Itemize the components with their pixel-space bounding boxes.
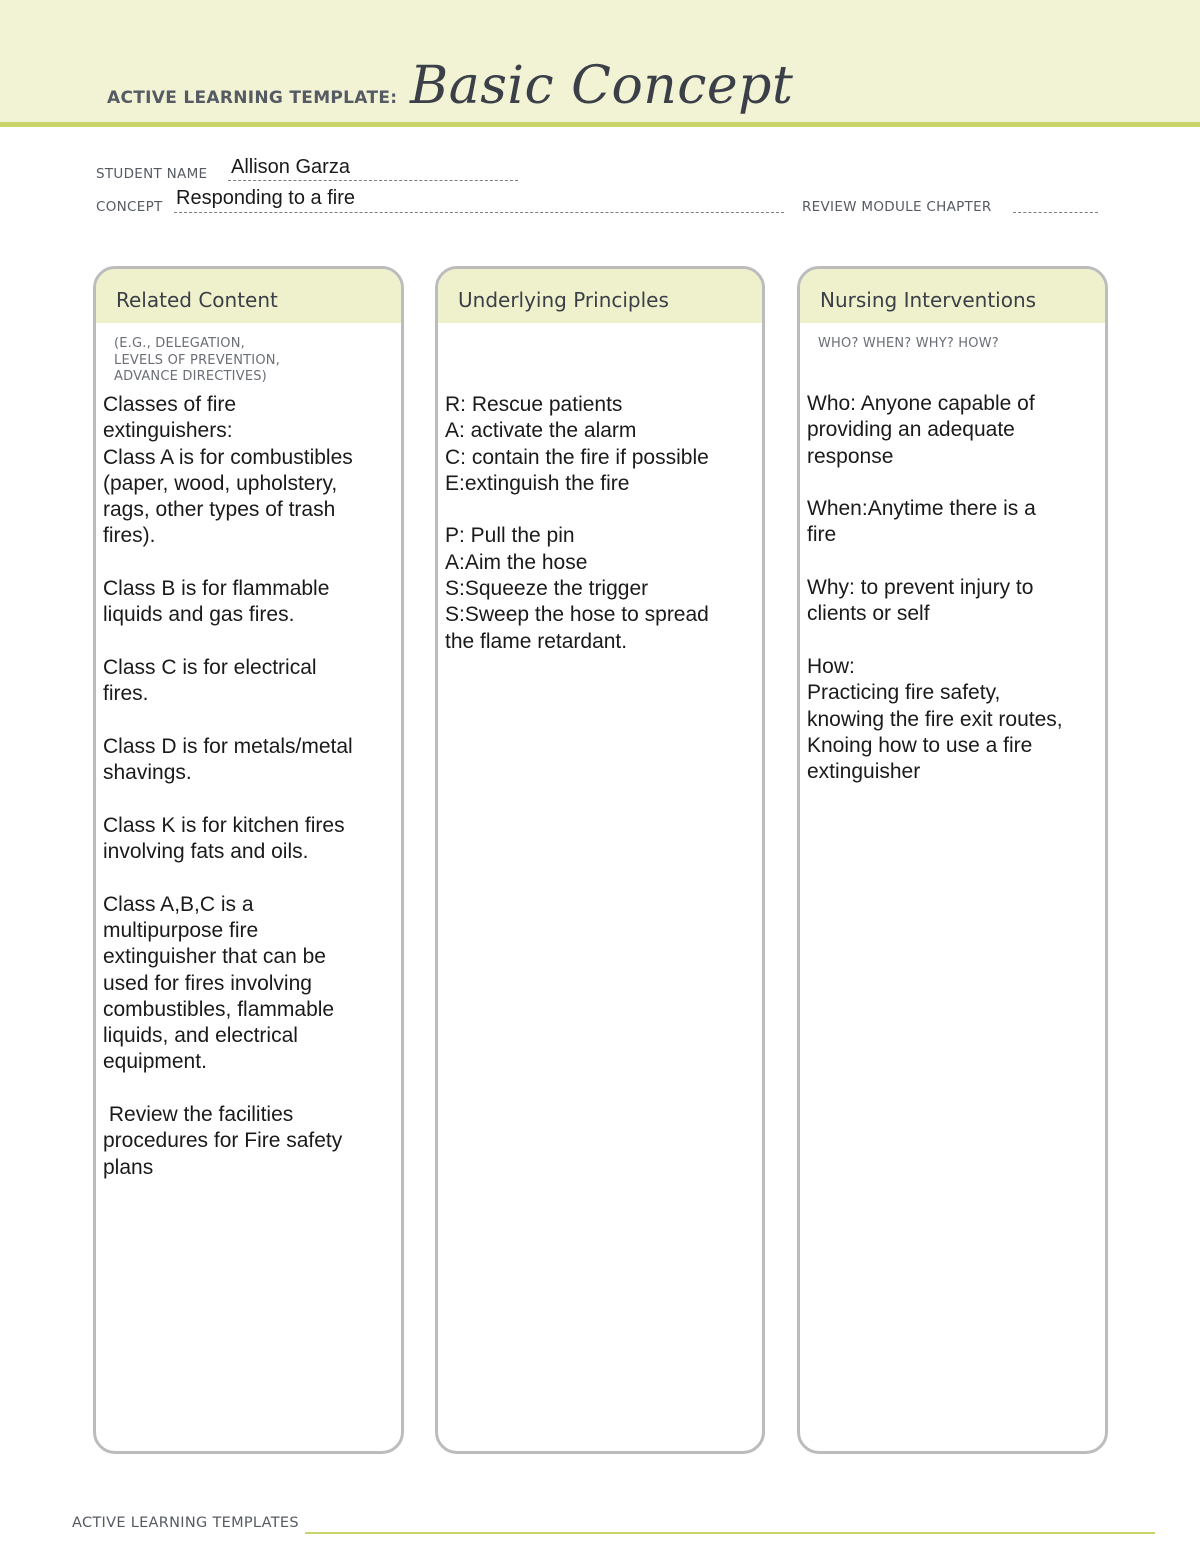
nursing-interventions-panel [797,266,1108,1454]
review-module-label: REVIEW MODULE CHAPTER [802,199,992,215]
underlying-principles-title: Underlying Principles [438,269,762,323]
nursing-interventions-body[interactable]: Who: Anyone capable of providing an adequate response When:Anytime there is a fire Why: to prevent injury to clients or self How: Practicing fire safety, knowing the fire exit routes, Knoing how to use a fire extinguisher [807,392,1063,784]
related-content-body[interactable]: Classes of fire extinguishers: Class A is for combustibles (paper, wood, upholstery, rags, other types of trash fires). Class B is for flammable liquids and gas fires. Class C is for electrical fires. Class D is for metals/metal shavings. Class K is for kitchen fires involving fats and oils. Class A,B,C is a multipurpose fire extinguisher that can be used for fires involving combustibles, flammable liquids, and electrical equipment. Review the facilities procedures for Fire safety plans [103,393,353,1179]
underlying-principles-subtitle [438,323,762,336]
review-module-line [1013,200,1098,213]
related-content-panel [93,266,404,1454]
template-label: ACTIVE LEARNING TEMPLATE: [107,88,398,108]
footer-rule [305,1532,1155,1534]
nursing-interventions-title: Nursing Interventions [800,269,1105,323]
nursing-interventions-subtitle: WHO? WHEN? WHY? HOW? [818,336,999,351]
footer-label: ACTIVE LEARNING TEMPLATES [72,1515,299,1531]
underlying-principles-panel [435,266,765,1454]
related-content-title: Related Content [96,269,401,323]
template-title: Basic Concept [410,56,794,116]
underlying-principles-body[interactable]: R: Rescue patients A: activate the alarm C: contain the fire if possible E:extinguish the fire P: Pull the pin A:Aim the hose S:Squeeze the trigger S:Sweep the hose to spread the flame retardant. [445,393,709,653]
concept-field[interactable]: Responding to a fire [176,187,356,209]
student-name-label: STUDENT NAME [96,166,208,182]
related-content-subtitle: (E.G., DELEGATION, LEVELS OF PREVENTION, ADVANCE DIRECTIVES) [114,336,281,384]
header-rule [0,122,1200,127]
concept-label: CONCEPT [96,199,163,215]
student-name-field[interactable]: Allison Garza [231,156,350,178]
